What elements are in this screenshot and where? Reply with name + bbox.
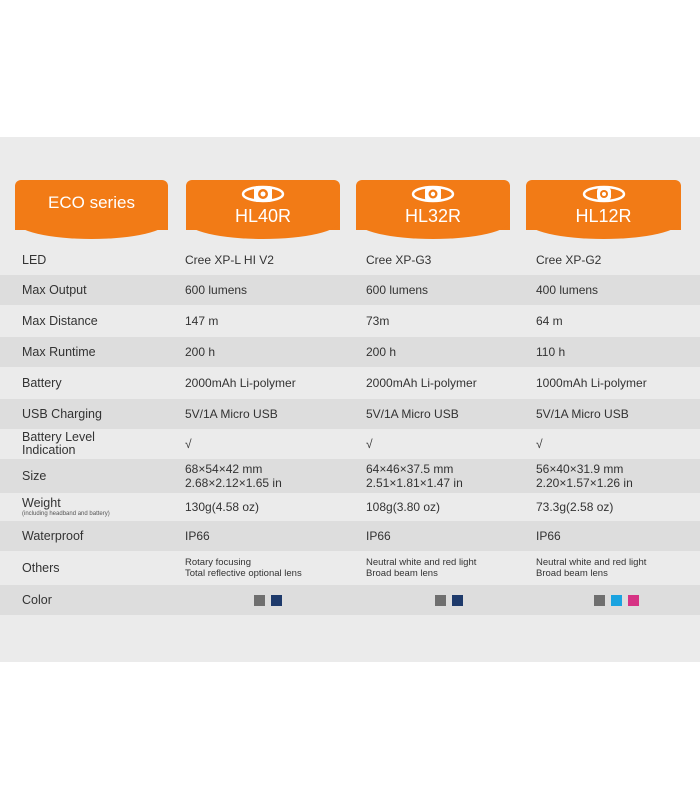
row-waterproof [0, 521, 700, 551]
cell-value: Cree XP-G2 [536, 253, 602, 267]
row-size [0, 459, 700, 493]
model-tab-hl32r [356, 180, 510, 230]
cell-value: 200 h [366, 345, 397, 359]
row-label: Size [22, 468, 47, 483]
size-mm: 64×46×37.5 mm [366, 462, 454, 476]
cell-value: 200 h [185, 345, 216, 359]
size-in: 2.68×2.12×1.65 in [185, 476, 282, 490]
cell-value: IP66 [536, 529, 561, 543]
check-mark: √ [366, 437, 373, 451]
cell-value: Cree XP-G3 [366, 253, 432, 267]
color-swatch [611, 595, 622, 606]
row-label: Max Distance [22, 313, 98, 328]
cell-value: 5V/1A Micro USB [536, 407, 629, 421]
cell-value: 73.3g(2.58 oz) [536, 500, 614, 514]
row-label: Battery [22, 375, 62, 390]
feature-line: Neutral white and red light [366, 557, 477, 568]
cell-value: IP66 [185, 529, 210, 543]
row-label-note: (including headband and battery) [22, 510, 110, 517]
color-swatches [366, 585, 531, 615]
cell-value [366, 551, 531, 585]
color-swatch [271, 595, 282, 606]
row-label-line: Battery Level [22, 430, 95, 444]
color-swatch [254, 595, 265, 606]
comparison-panel [0, 137, 700, 662]
cell-value: 5V/1A Micro USB [185, 407, 278, 421]
color-swatches [536, 585, 696, 615]
row-label [22, 429, 172, 459]
feature-line: Neutral white and red light [536, 557, 647, 568]
row-usb-charging [0, 399, 700, 429]
model-tab-hl40r [186, 180, 340, 230]
cell-value: 600 lumens [366, 283, 429, 297]
model-name: HL40R [234, 206, 292, 226]
row-weight [0, 493, 700, 521]
size-mm: 56×40×31.9 mm [536, 462, 624, 476]
check-mark: √ [185, 437, 192, 451]
check-mark: √ [536, 437, 543, 451]
cell-value [536, 459, 696, 493]
cell-value: 130g(4.58 oz) [185, 500, 260, 514]
cell-value: 110 h [536, 345, 566, 359]
row-label: Color [22, 592, 52, 607]
cell-value [185, 459, 350, 493]
row-label: Max Runtime [22, 344, 96, 359]
size-mm: 68×54×42 mm [185, 462, 263, 476]
color-swatch [628, 595, 639, 606]
cell-value: 2000mAh Li-polymer [366, 376, 477, 390]
model-tab-hl12r [526, 180, 681, 230]
row-battery-level [0, 429, 700, 459]
cell-value: 108g(3.80 oz) [366, 500, 441, 514]
row-label: LED [22, 252, 47, 267]
size-in: 2.20×1.57×1.26 in [536, 476, 633, 490]
row-others [0, 551, 700, 585]
cell-value: 2000mAh Li-polymer [185, 376, 296, 390]
row-label-line: Indication [22, 443, 76, 457]
feature-line: Rotary focusing [185, 557, 252, 568]
headlamp-icon [410, 183, 456, 205]
row-max-distance [0, 305, 700, 337]
row-label: Waterproof [22, 528, 84, 543]
row-max-output [0, 275, 700, 305]
row-label: Max Output [22, 282, 87, 297]
cell-value: 400 lumens [536, 283, 599, 297]
cell-value: 600 lumens [185, 283, 248, 297]
cell-value: 5V/1A Micro USB [366, 407, 459, 421]
row-label: USB Charging [22, 406, 102, 421]
row-led [0, 245, 700, 275]
feature-line: Broad beam lens [366, 568, 438, 579]
size-in: 2.51×1.81×1.47 in [366, 476, 463, 490]
row-label [22, 493, 172, 521]
cell-value: Cree XP-L HI V2 [185, 253, 274, 267]
series-label: ECO series [48, 193, 135, 212]
cell-value [185, 551, 350, 585]
headlamp-icon [581, 183, 627, 205]
cell-value: 73m [366, 314, 390, 328]
cell-value [366, 459, 531, 493]
row-label-main: Weight [22, 495, 61, 510]
row-battery [0, 367, 700, 399]
cell-value: IP66 [366, 529, 391, 543]
color-swatch [435, 595, 446, 606]
headlamp-icon [240, 183, 286, 205]
model-name: HL32R [404, 206, 462, 226]
feature-line: Broad beam lens [536, 568, 608, 579]
color-swatch [452, 595, 463, 606]
series-tab [15, 180, 168, 230]
model-name: HL12R [575, 206, 632, 226]
color-swatch [594, 595, 605, 606]
feature-line: Total reflective optional lens [185, 568, 302, 579]
row-max-runtime [0, 337, 700, 367]
cell-value: 64 m [536, 314, 563, 328]
cell-value: 1000mAh Li-polymer [536, 376, 647, 390]
cell-value [536, 551, 696, 585]
row-color [0, 585, 700, 615]
cell-value: 147 m [185, 314, 219, 328]
color-swatches [185, 585, 350, 615]
row-label: Others [22, 560, 60, 575]
